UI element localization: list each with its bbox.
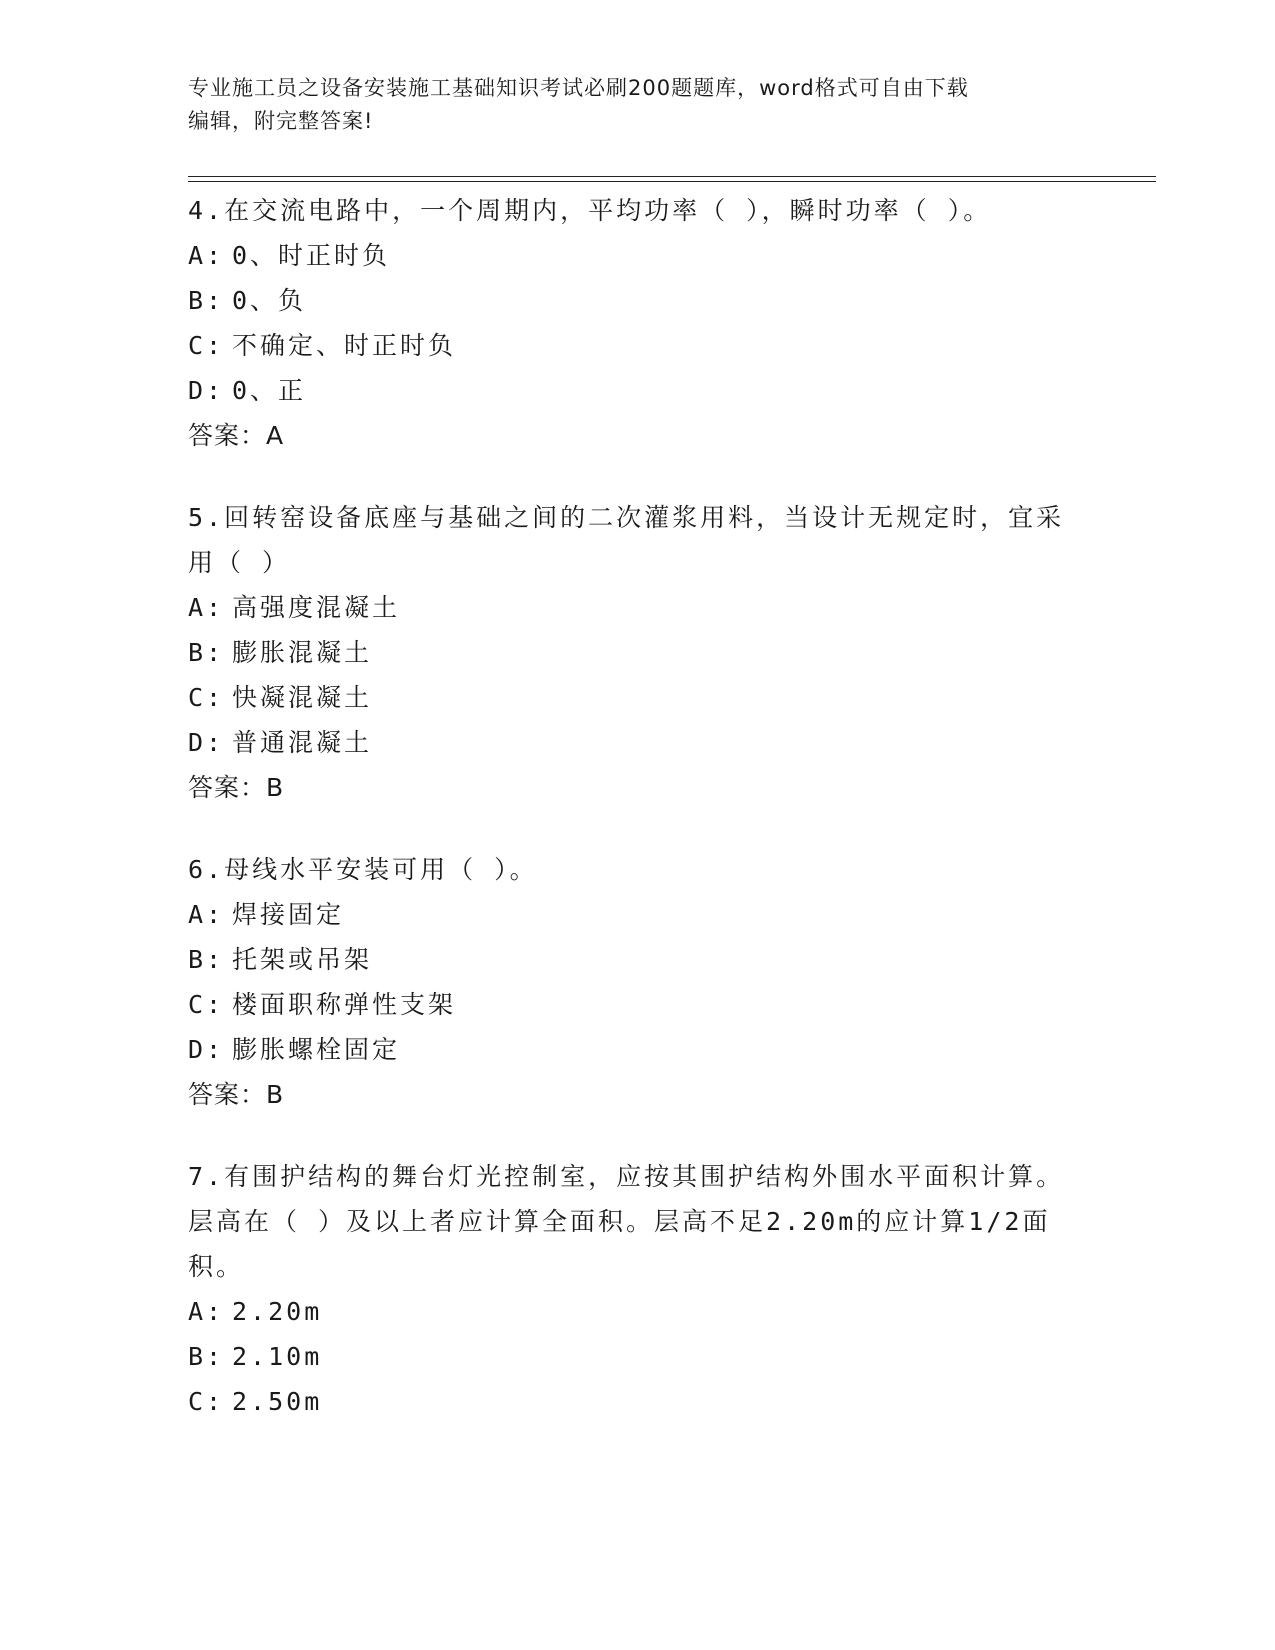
answer-option xyxy=(188,278,1068,323)
option-key: D: xyxy=(188,728,225,757)
question-block xyxy=(188,188,1068,458)
answer-option xyxy=(188,1379,1068,1424)
option-text: 楼面职称弹性支架 xyxy=(232,990,457,1019)
option-text: 普通混凝土 xyxy=(232,728,373,757)
question-text: 5.回转窑设备底座与基础之间的二次灌浆用料，当设计无规定时，宜采用（ ） xyxy=(188,503,1065,577)
answer-option xyxy=(188,585,1068,630)
option-text: 焊接固定 xyxy=(232,900,345,929)
option-text: 膨胀螺栓固定 xyxy=(232,1035,401,1064)
option-key: A: xyxy=(188,1297,225,1326)
option-text: 不确定、时正时负 xyxy=(232,331,457,360)
option-text: 2.20m xyxy=(232,1297,323,1326)
option-text: 膨胀混凝土 xyxy=(232,638,373,667)
option-key: C: xyxy=(188,331,225,360)
question-block xyxy=(188,1154,1068,1424)
option-key: B: xyxy=(188,638,225,667)
answer-option xyxy=(188,368,1068,413)
option-text: 2.50m xyxy=(232,1387,323,1416)
option-key: A: xyxy=(188,241,225,270)
answer-label: 答案：B xyxy=(188,773,285,802)
option-key: D: xyxy=(188,1035,225,1064)
answer-option xyxy=(188,937,1068,982)
option-text: 托架或吊架 xyxy=(232,945,373,974)
question-block xyxy=(188,495,1068,810)
option-text: 0、负 xyxy=(232,286,307,315)
answer-option xyxy=(188,892,1068,937)
answer-label: 答案：A xyxy=(188,421,285,450)
option-key: A: xyxy=(188,593,225,622)
answer-option xyxy=(188,675,1068,720)
option-key: B: xyxy=(188,945,225,974)
option-key: C: xyxy=(188,1387,225,1416)
question-list xyxy=(188,188,1068,1461)
option-key: B: xyxy=(188,1342,225,1371)
option-text: 0、时正时负 xyxy=(232,241,391,270)
question-text: 6.母线水平安装可用（ ）。 xyxy=(188,855,538,884)
answer-option xyxy=(188,1334,1068,1379)
answer-option xyxy=(188,982,1068,1027)
header-line-1: 专业施工员之设备安装施工基础知识考试必刷200题题库，word格式可自由下载 xyxy=(188,76,969,100)
option-key: C: xyxy=(188,683,225,712)
answer-option xyxy=(188,323,1068,368)
answer-label: 答案：B xyxy=(188,1080,285,1109)
answer-option xyxy=(188,233,1068,278)
option-text: 2.10m xyxy=(232,1342,323,1371)
question-block xyxy=(188,847,1068,1117)
answer-option xyxy=(188,1027,1068,1072)
header-divider-bottom xyxy=(188,181,1156,182)
question-text: 4.在交流电路中，一个周期内，平均功率（ ），瞬时功率（ ）。 xyxy=(188,196,992,225)
option-text: 高强度混凝土 xyxy=(232,593,401,622)
option-key: D: xyxy=(188,376,225,405)
answer-option xyxy=(188,630,1068,675)
option-text: 快凝混凝土 xyxy=(232,683,373,712)
option-key: C: xyxy=(188,990,225,1019)
option-text: 0、正 xyxy=(232,376,307,405)
header-divider-top xyxy=(188,176,1156,177)
header-line-2: 编辑，附完整答案! xyxy=(188,109,374,133)
answer-option xyxy=(188,720,1068,765)
option-key: A: xyxy=(188,900,225,929)
answer-option xyxy=(188,1289,1068,1334)
document-header xyxy=(188,72,1088,138)
question-text: 7.有围护结构的舞台灯光控制室，应按其围护结构外围水平面积计算。层高在（ ）及以上者应计算全面积。层高不足2.20m的应计算1/2面积。 xyxy=(188,1162,1065,1281)
option-key: B: xyxy=(188,286,225,315)
